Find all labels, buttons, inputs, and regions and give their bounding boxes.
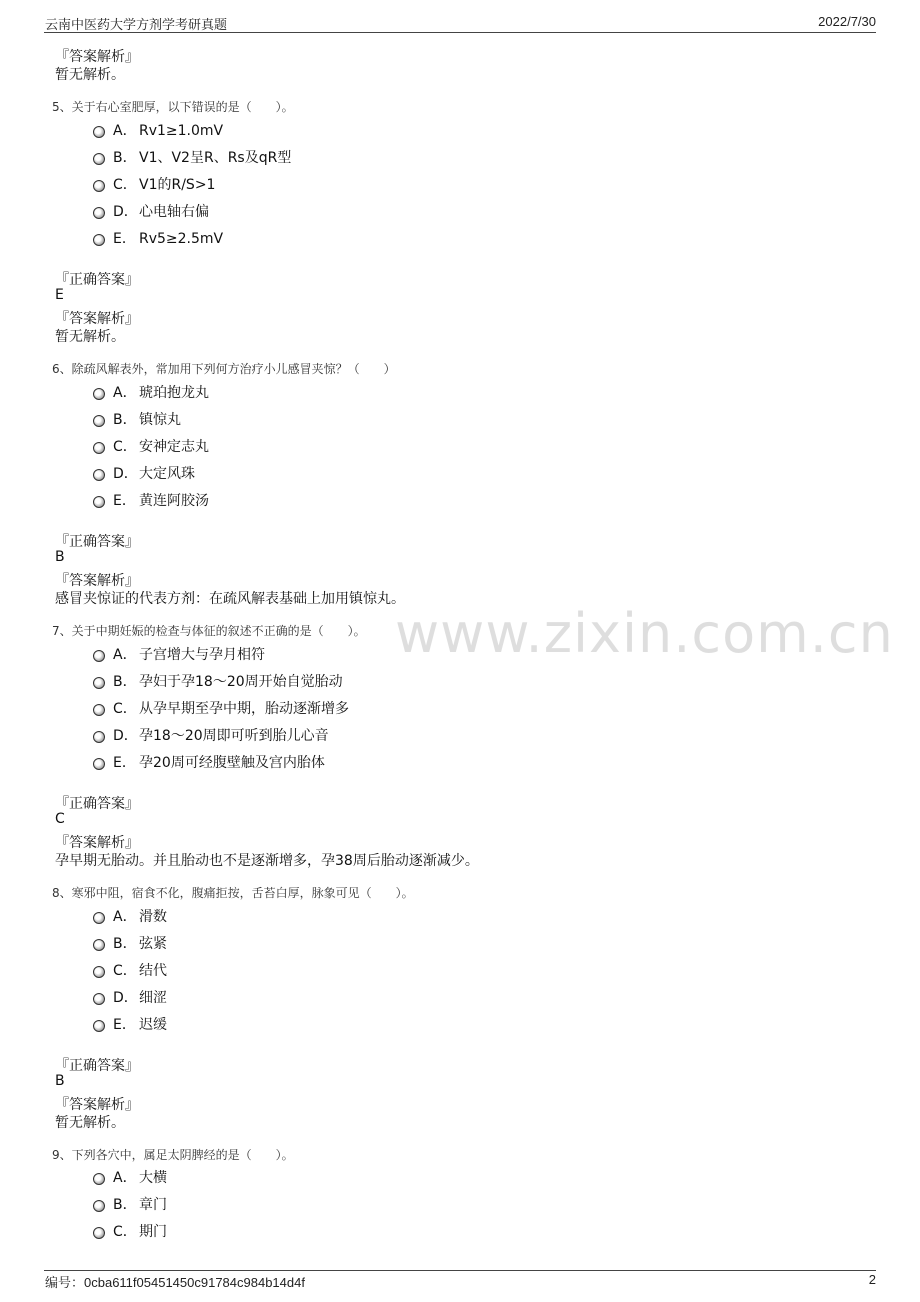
option-c[interactable]: C． 从孕早期至孕中期，胎动逐渐增多 [93, 698, 349, 718]
footer-code: 编号：0cba611f05451450c91784c984b14d4f [45, 1275, 305, 1290]
option-d[interactable]: D．孕18～20周即可听到胎儿心音 [93, 725, 329, 745]
option-b[interactable]: B． 孕妇于孕18～20周开始自觉胎动 [93, 671, 343, 691]
radio-icon[interactable] [93, 234, 105, 246]
radio-icon[interactable] [93, 731, 105, 743]
option-a[interactable]: A． 琥珀抱龙丸 [93, 382, 209, 402]
option-c[interactable]: C． V1的R/S>1 [93, 174, 215, 194]
radio-icon[interactable] [93, 912, 105, 924]
analysis-text: 孕早期无胎动。并且胎动也不是逐渐增多，孕38周后胎动逐渐减少。 [55, 853, 479, 869]
radio-icon[interactable] [93, 966, 105, 978]
answer-label: 『正确答案』 [55, 272, 139, 288]
option-a[interactable]: A． 滑数 [93, 906, 167, 926]
answer-value: E [55, 287, 64, 303]
option-c[interactable]: C． 安神定志丸 [93, 436, 209, 456]
radio-icon[interactable] [93, 469, 105, 481]
option-d[interactable]: D．细涩 [93, 987, 167, 1007]
footer-divider [44, 1270, 876, 1271]
analysis-label: 『答案解析』 [55, 49, 139, 65]
question-stem: 6、除疏风解表外，常加用下列何方治疗小儿感冒夹惊？（ ） [52, 362, 396, 376]
page-number: 2 [868, 1272, 876, 1287]
option-e[interactable]: E． 孕20周可经腹壁触及宫内胎体 [93, 752, 325, 772]
option-b[interactable]: B． 章门 [93, 1194, 167, 1214]
answer-label: 『正确答案』 [55, 796, 139, 812]
radio-icon[interactable] [93, 415, 105, 427]
radio-icon[interactable] [93, 677, 105, 689]
radio-icon[interactable] [93, 993, 105, 1005]
analysis-text: 暂无解析。 [55, 1115, 125, 1131]
radio-icon[interactable] [93, 153, 105, 165]
analysis-text: 暂无解析。 [55, 329, 125, 345]
option-e[interactable]: E． 黄连阿胶汤 [93, 490, 209, 510]
answer-value: B [55, 1073, 65, 1089]
option-d[interactable]: D．大定风珠 [93, 463, 195, 483]
watermark: www.zixin.com.cn [395, 602, 894, 665]
option-d[interactable]: D．心电轴右偏 [93, 201, 209, 221]
radio-icon[interactable] [93, 496, 105, 508]
answer-value: B [55, 549, 65, 565]
option-a[interactable]: A． 子宫增大与孕月相符 [93, 644, 265, 664]
answer-label: 『正确答案』 [55, 1058, 139, 1074]
analysis-label: 『答案解析』 [55, 311, 139, 327]
radio-icon[interactable] [93, 442, 105, 454]
radio-icon[interactable] [93, 180, 105, 192]
option-b[interactable]: B． 镇惊丸 [93, 409, 181, 429]
radio-icon[interactable] [93, 388, 105, 400]
analysis-label: 『答案解析』 [55, 573, 139, 589]
radio-icon[interactable] [93, 939, 105, 951]
header-divider [44, 32, 876, 33]
option-a[interactable]: A． Rv1≥1.0mV [93, 120, 223, 140]
option-b[interactable]: B． 弦紧 [93, 933, 167, 953]
option-a[interactable]: A． 大横 [93, 1167, 167, 1187]
radio-icon[interactable] [93, 1227, 105, 1239]
analysis-text: 暂无解析。 [55, 67, 125, 83]
radio-icon[interactable] [93, 1200, 105, 1212]
radio-icon[interactable] [93, 1020, 105, 1032]
option-b[interactable]: B． V1、V2呈R、Rs及qR型 [93, 147, 291, 167]
option-c[interactable]: C． 期门 [93, 1221, 167, 1241]
option-c[interactable]: C． 结代 [93, 960, 167, 980]
question-stem: 7、关于中期妊娠的检查与体征的叙述不正确的是（ ）。 [52, 624, 366, 638]
header-title: 云南中医药大学方剂学考研真题 [45, 18, 228, 33]
option-e[interactable]: E． 迟缓 [93, 1014, 167, 1034]
radio-icon[interactable] [93, 1173, 105, 1185]
analysis-label: 『答案解析』 [55, 1097, 139, 1113]
question-stem: 8、寒邪中阻，宿食不化，腹痛拒按，舌苔白厚，脉象可见（ ）。 [52, 886, 414, 900]
analysis-label: 『答案解析』 [55, 835, 139, 851]
radio-icon[interactable] [93, 650, 105, 662]
radio-icon[interactable] [93, 704, 105, 716]
radio-icon[interactable] [93, 207, 105, 219]
radio-icon[interactable] [93, 126, 105, 138]
analysis-text: 感冒夹惊证的代表方剂：在疏风解表基础上加用镇惊丸。 [55, 591, 405, 607]
option-e[interactable]: E． Rv5≥2.5mV [93, 228, 223, 248]
radio-icon[interactable] [93, 758, 105, 770]
question-stem: 9、下列各穴中，属足太阴脾经的是（ ）。 [52, 1148, 294, 1162]
answer-value: C [55, 811, 65, 827]
answer-label: 『正确答案』 [55, 534, 139, 550]
header-date: 2022/7/30 [818, 14, 876, 29]
question-stem: 5、关于右心室肥厚，以下错误的是（ ）。 [52, 100, 294, 114]
